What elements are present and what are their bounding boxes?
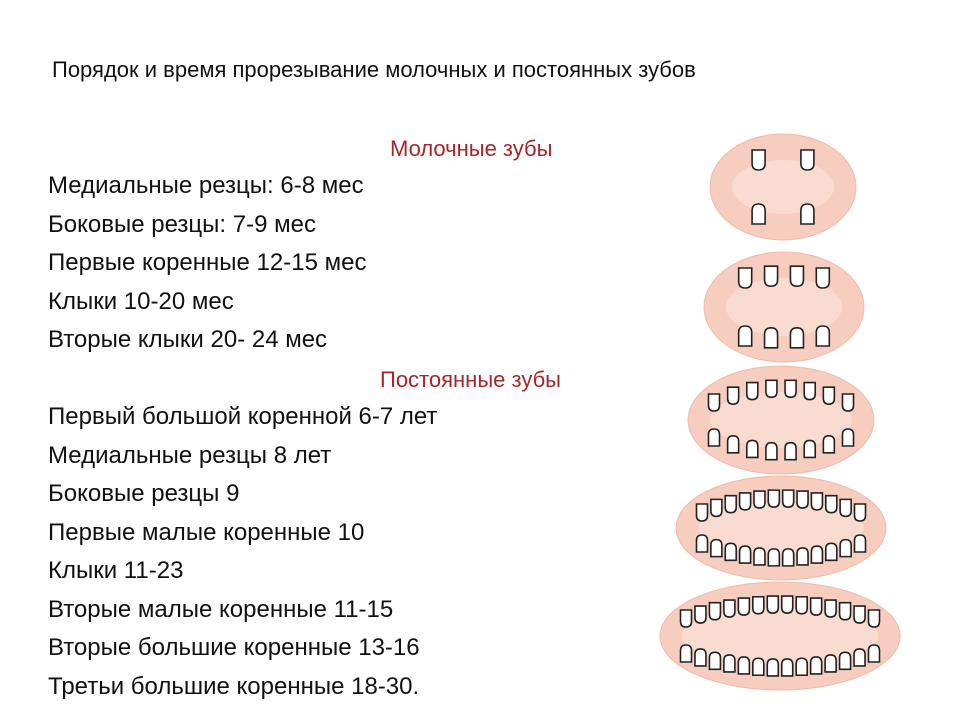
upper-tooth: [766, 380, 777, 397]
upper-tooth: [782, 596, 793, 613]
list-item: Боковые резцы 9: [48, 480, 240, 507]
permanent-teeth-heading: Постоянные зубы: [380, 367, 561, 392]
list-item: Третьи большие коренные 18-30.: [48, 672, 420, 700]
upper-tooth: [767, 596, 778, 613]
list-item: Вторые большие коренные 13-16: [48, 634, 420, 661]
lower-tooth: [709, 652, 720, 669]
upper-tooth: [797, 491, 808, 508]
upper-tooth: [826, 496, 837, 513]
primary-teeth-heading: Молочные зубы: [390, 136, 553, 161]
lower-tooth: [709, 429, 720, 446]
upper-tooth: [752, 150, 765, 170]
lower-tooth: [826, 543, 837, 560]
upper-tooth: [739, 268, 752, 288]
upper-tooth: [790, 266, 803, 286]
lower-tooth: [855, 535, 866, 552]
permanent-teeth-list: [48, 398, 437, 706]
lower-tooth: [740, 546, 751, 563]
list-item: Клыки 11-23: [48, 557, 184, 584]
lower-tooth: [747, 440, 758, 457]
lower-tooth: [869, 645, 880, 662]
upper-tooth: [785, 380, 796, 397]
upper-tooth: [681, 610, 692, 627]
upper-tooth: [869, 610, 880, 627]
lower-tooth: [765, 328, 778, 348]
lower-tooth: [823, 436, 834, 453]
lower-tooth: [725, 543, 736, 560]
mouth-cavity: [698, 502, 864, 554]
upper-tooth: [697, 504, 708, 521]
lower-tooth: [711, 540, 722, 557]
list-item: Боковые резцы: 7-9 мес: [48, 210, 316, 238]
list-item: Первые коренные 12-15 мес: [48, 249, 367, 276]
upper-tooth: [816, 268, 829, 288]
upper-tooth: [768, 490, 779, 507]
lower-tooth: [843, 429, 854, 446]
upper-tooth: [796, 597, 807, 614]
list-item: Медиальные резцы: 6-8 мес: [48, 172, 364, 199]
lower-tooth: [785, 443, 796, 460]
upper-tooth: [695, 606, 706, 623]
lower-tooth: [738, 657, 749, 674]
upper-tooth: [823, 387, 834, 404]
lower-tooth: [752, 204, 765, 224]
lower-tooth: [753, 658, 764, 675]
teeth-diagrams: [650, 118, 910, 698]
lower-tooth: [797, 548, 808, 565]
lower-tooth: [695, 649, 706, 666]
upper-tooth: [738, 598, 749, 615]
lower-tooth: [840, 652, 851, 669]
list-item: Клыки 10-20 мес: [48, 287, 234, 315]
jaw-diagram-stage-5: [658, 578, 902, 694]
lower-tooth: [783, 549, 794, 566]
upper-tooth: [843, 394, 854, 411]
upper-tooth: [709, 603, 720, 620]
lower-tooth: [854, 649, 865, 666]
jaw-diagram-stage-4: [674, 472, 888, 584]
upper-tooth: [709, 394, 720, 411]
lower-tooth: [840, 540, 851, 557]
lower-tooth: [811, 546, 822, 563]
lower-tooth: [724, 655, 735, 672]
list-item: Вторые клыки 20- 24 мес: [48, 326, 328, 353]
upper-tooth: [783, 490, 794, 507]
upper-tooth: [854, 606, 865, 623]
upper-tooth: [711, 499, 722, 516]
list-item: Первый большой коренной 6-7 лет: [48, 403, 438, 430]
upper-tooth: [728, 387, 739, 404]
upper-tooth: [825, 600, 836, 617]
upper-tooth: [747, 383, 758, 400]
upper-tooth: [811, 493, 822, 510]
lower-tooth: [728, 436, 739, 453]
upper-tooth: [765, 266, 778, 286]
mouth-cavity: [732, 160, 834, 214]
upper-tooth: [840, 603, 851, 620]
lower-tooth: [767, 659, 778, 676]
upper-tooth: [725, 496, 736, 513]
jaw-diagram-stage-1: [708, 130, 858, 244]
lower-tooth: [768, 549, 779, 566]
upper-tooth: [855, 504, 866, 521]
lower-tooth: [811, 657, 822, 674]
lower-tooth: [790, 328, 803, 348]
upper-tooth: [840, 499, 851, 516]
lower-tooth: [697, 535, 708, 552]
lower-tooth: [804, 440, 815, 457]
primary-teeth-list: [48, 167, 366, 360]
upper-tooth: [753, 597, 764, 614]
list-item: Медиальные резцы 8 лет: [48, 441, 332, 469]
list-item: Вторые малые коренные 11-15: [48, 595, 394, 623]
lower-tooth: [739, 326, 752, 346]
upper-tooth: [801, 150, 814, 170]
upper-tooth: [740, 493, 751, 510]
lower-tooth: [801, 204, 814, 224]
lower-tooth: [825, 655, 836, 672]
lower-tooth: [681, 645, 692, 662]
page-title: Порядок и время прорезывание молочных и постоянных зубов: [52, 57, 696, 82]
upper-tooth: [804, 383, 815, 400]
lower-tooth: [782, 659, 793, 676]
upper-tooth: [811, 598, 822, 615]
upper-tooth: [754, 491, 765, 508]
lower-tooth: [766, 443, 777, 460]
lower-tooth: [754, 548, 765, 565]
upper-tooth: [724, 600, 735, 617]
list-item: Первые малые коренные 10: [48, 518, 365, 546]
jaw-diagram-stage-3: [686, 362, 876, 478]
jaw-diagram-stage-2: [702, 248, 866, 366]
lower-tooth: [796, 658, 807, 675]
lower-tooth: [816, 326, 829, 346]
